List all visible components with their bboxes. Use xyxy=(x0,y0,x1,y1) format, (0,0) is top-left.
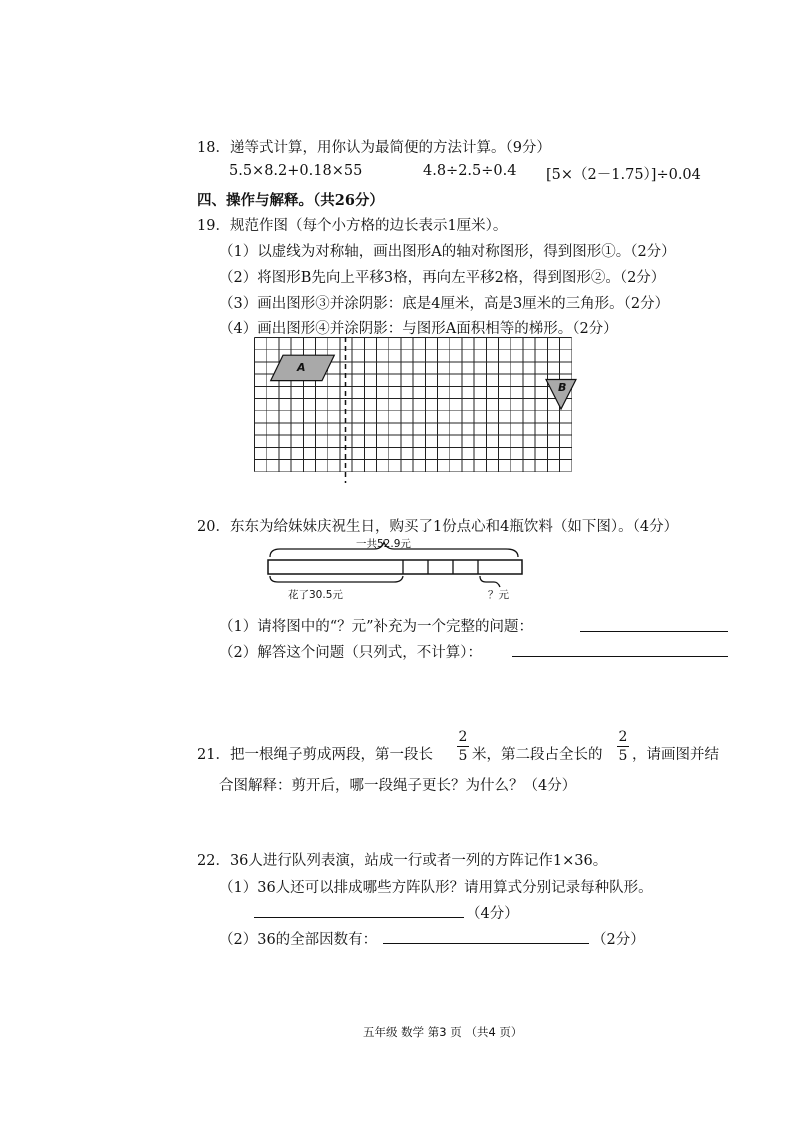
q21-text-part-3: ，请画图并结 xyxy=(632,747,719,763)
q18-expression-2: 4.8÷2.5÷0.4 xyxy=(423,163,517,179)
q21-fraction-1-numerator: 2 xyxy=(458,729,468,745)
q21-text-line-2: 合图解释：剪开后，哪一段绳子更长？为什么？（4分） xyxy=(219,778,577,794)
q22-item-2-score: （2分） xyxy=(592,932,645,948)
q19-item-2: （2）将图形B先向上平移3格，再向左平移2格，得到图形②。（2分） xyxy=(219,270,666,286)
q19-grid-figure xyxy=(254,337,580,485)
q21-fraction-2-numerator: 2 xyxy=(618,729,628,745)
q20-answer-blank-2[interactable] xyxy=(512,656,728,657)
q18-title: 18．递等式计算，用你认为最简便的方法计算。（9分） xyxy=(197,140,551,156)
bar-outline xyxy=(268,560,522,574)
q21-fraction-2 xyxy=(616,730,630,763)
q21-text-part-2: 米，第二段占全长的 xyxy=(472,747,603,763)
q22-answer-blank-1[interactable] xyxy=(254,917,464,918)
unknown-brace xyxy=(480,576,500,587)
shape-b-label: B xyxy=(558,381,567,394)
q19-title: 19．规范作图（每个小方格的边长表示1厘米）。 xyxy=(197,218,508,234)
q22-item-1: （1）36人还可以排成哪些方阵队形？请用算式分别记录每种队形。 xyxy=(219,880,653,896)
q21-fraction-2-denominator: 5 xyxy=(618,748,628,764)
q21-fraction-1-denominator: 5 xyxy=(458,748,468,764)
q18-expression-3: [5×（2－1.75）]÷0.04 xyxy=(546,167,701,183)
page-footer: 五年级 数学 第3 页 （共4 页） xyxy=(363,1025,523,1039)
q19-item-1: （1）以虚线为对称轴，画出图形A的轴对称图形，得到图形①。（2分） xyxy=(219,244,676,260)
section-heading: 四、操作与解释。（共26分） xyxy=(197,192,384,209)
q22-answer-blank-2[interactable] xyxy=(383,943,589,944)
q20-item-2: （2）解答这个问题（只列式，不计算）： xyxy=(219,645,482,661)
q22-item-2: （2）36的全部因数有： xyxy=(219,932,378,948)
q22-title: 22．36人进行队列表演，站成一行或者一列的方阵记作1×36。 xyxy=(197,853,608,869)
q19-item-3: （3）画出图形③并涂阴影：底是4厘米，高是3厘米的三角形。（2分） xyxy=(219,296,670,312)
q19-item-4: （4）画出图形④并涂阴影：与图形A面积相等的梯形。（2分） xyxy=(219,321,618,337)
q20-answer-blank-1[interactable] xyxy=(580,631,728,632)
q20-item-1: （1）请将图中的“？元”补充为一个完整的问题： xyxy=(219,619,534,635)
q20-title: 20．东东为给妹妹庆祝生日，购买了1份点心和4瓶饮料（如下图）。（4分） xyxy=(197,519,679,535)
q21-text-part-1: 21．把一根绳子剪成两段，第一段长 xyxy=(197,747,433,763)
spent-brace xyxy=(270,576,403,582)
shape-a-label: A xyxy=(297,361,306,374)
total-label: 一共52.9元 xyxy=(356,538,411,550)
q21-fraction-1 xyxy=(456,730,470,763)
q22-item-1-score: （4分） xyxy=(466,906,519,922)
q20-bar-diagram xyxy=(266,532,536,604)
q18-expression-1: 5.5×8.2+0.18×55 xyxy=(229,163,363,179)
unknown-label: ？元 xyxy=(488,589,509,601)
spent-label: 花了30.5元 xyxy=(288,589,343,601)
